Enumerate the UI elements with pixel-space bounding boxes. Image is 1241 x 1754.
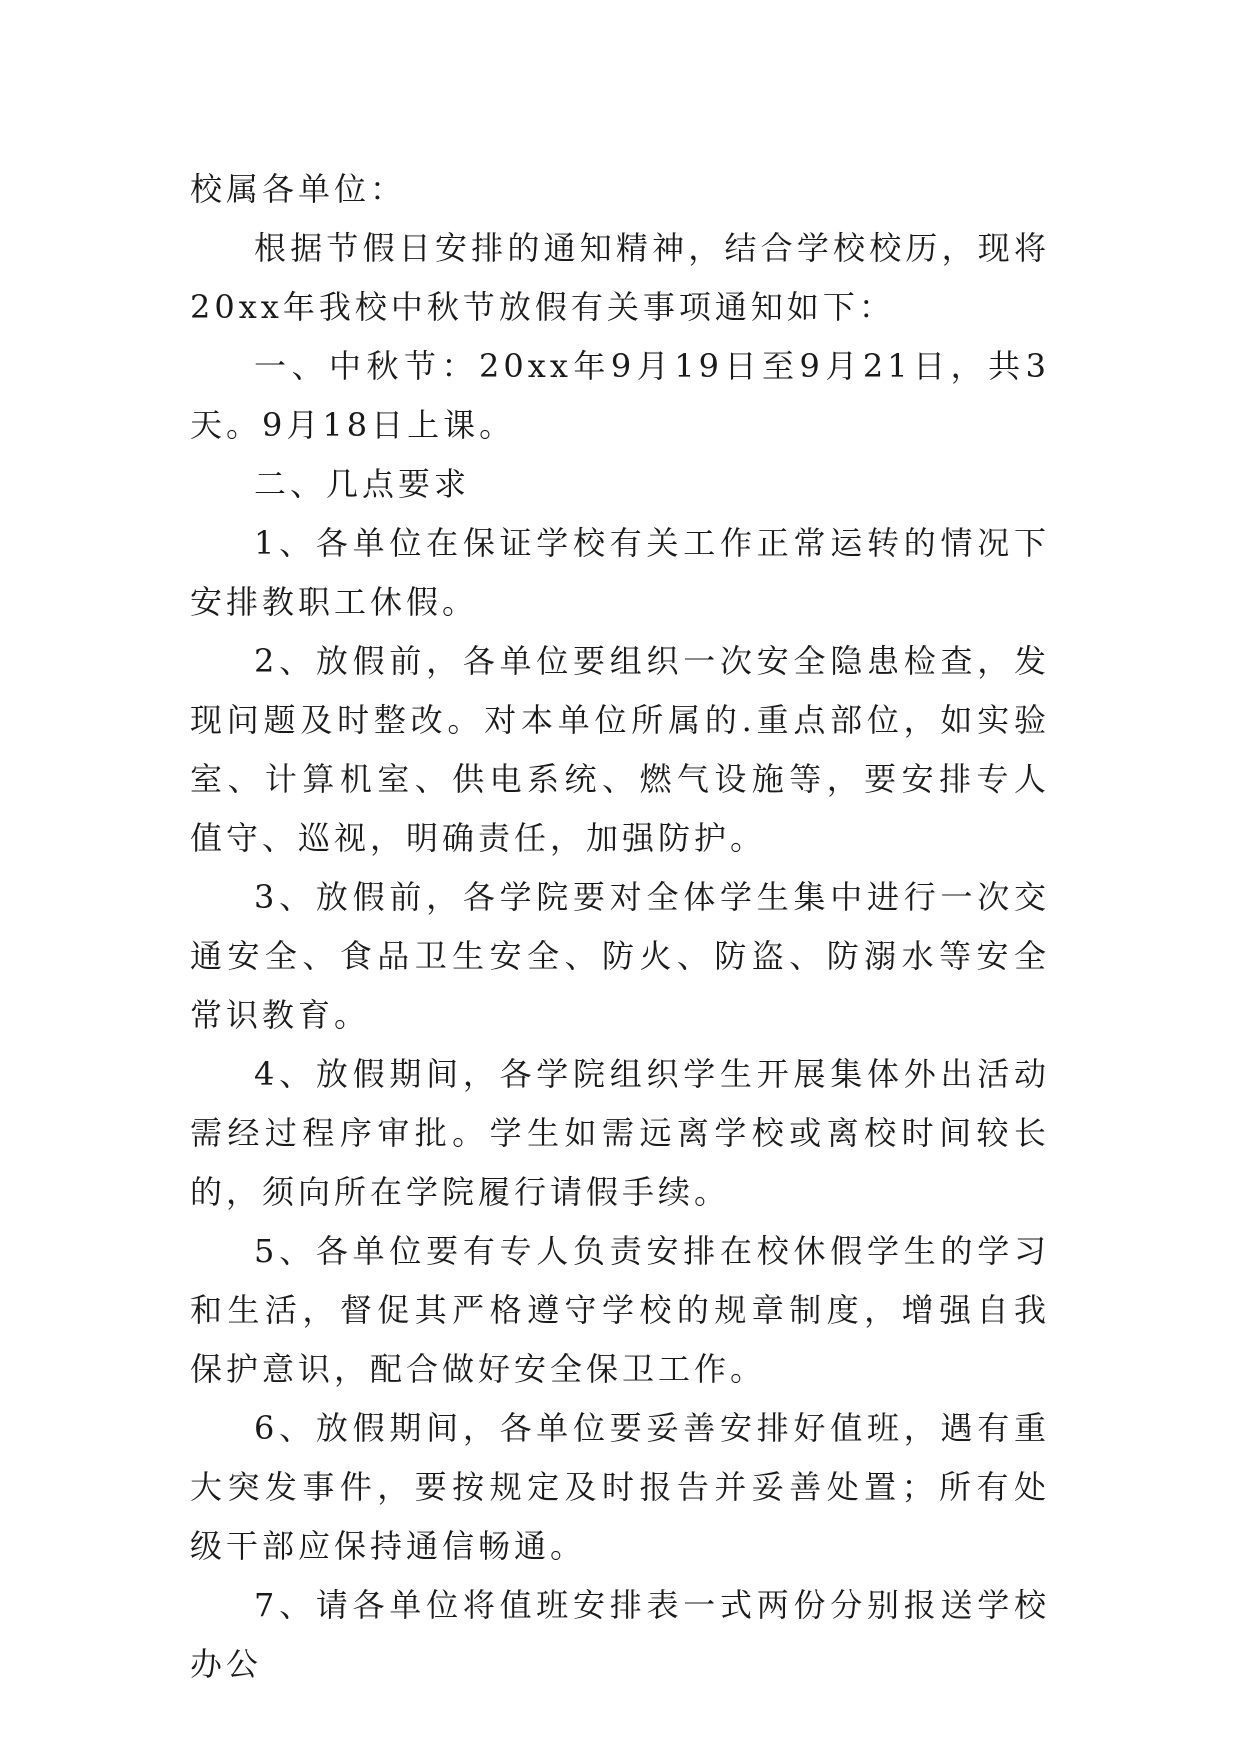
document-body [190, 160, 1050, 1694]
paragraph-holiday-dates: 一、中秋节：20xx年9月19日至9月21日，共3天。9月18日上课。 [190, 347, 1050, 444]
paragraph-item-6: 6、放假期间，各单位要妥善安排好值班，遇有重大突发事件，要按规定及时报告并妥善处置；所有处级干部应保持通信畅通。 [190, 1409, 1050, 1565]
paragraph-item-5: 5、各单位要有专人负责安排在校休假学生的学习和生活，督促其严格遵守学校的规章制度，增强自我保护意识，配合做好安全保卫工作。 [190, 1232, 1050, 1388]
paragraph-requirements-heading: 二、几点要求 [254, 465, 471, 503]
paragraph-item-2: 2、放假前，各单位要组织一次安全隐患检查，发现问题及时整改。对本单位所属的.重点部位，如实验室、计算机室、供电系统、燃气设施等，要安排专人值守、巡视，明确责任，加强防护。 [190, 642, 1050, 857]
paragraph-item-7: 7、请各单位将值班安排表一式两份分别报送学校办公 [190, 1586, 1050, 1683]
paragraph-item-3: 3、放假前，各学院要对全体学生集中进行一次交通安全、食品卫生安全、防火、防盗、防溺水等安全常识教育。 [190, 878, 1050, 1034]
salutation: 校属各单位： [190, 170, 407, 208]
paragraph-item-4: 4、放假期间，各学院组织学生开展集体外出活动需经过程序审批。学生如需远离学校或离校时间较长的，须向所在学院履行请假手续。 [190, 1055, 1050, 1211]
paragraph-item-1: 1、各单位在保证学校有关工作正常运转的情况下安排教职工休假。 [190, 524, 1050, 621]
paragraph-intro: 根据节假日安排的通知精神，结合学校校历，现将20xx年我校中秋节放假有关事项通知如下： [190, 229, 1050, 326]
